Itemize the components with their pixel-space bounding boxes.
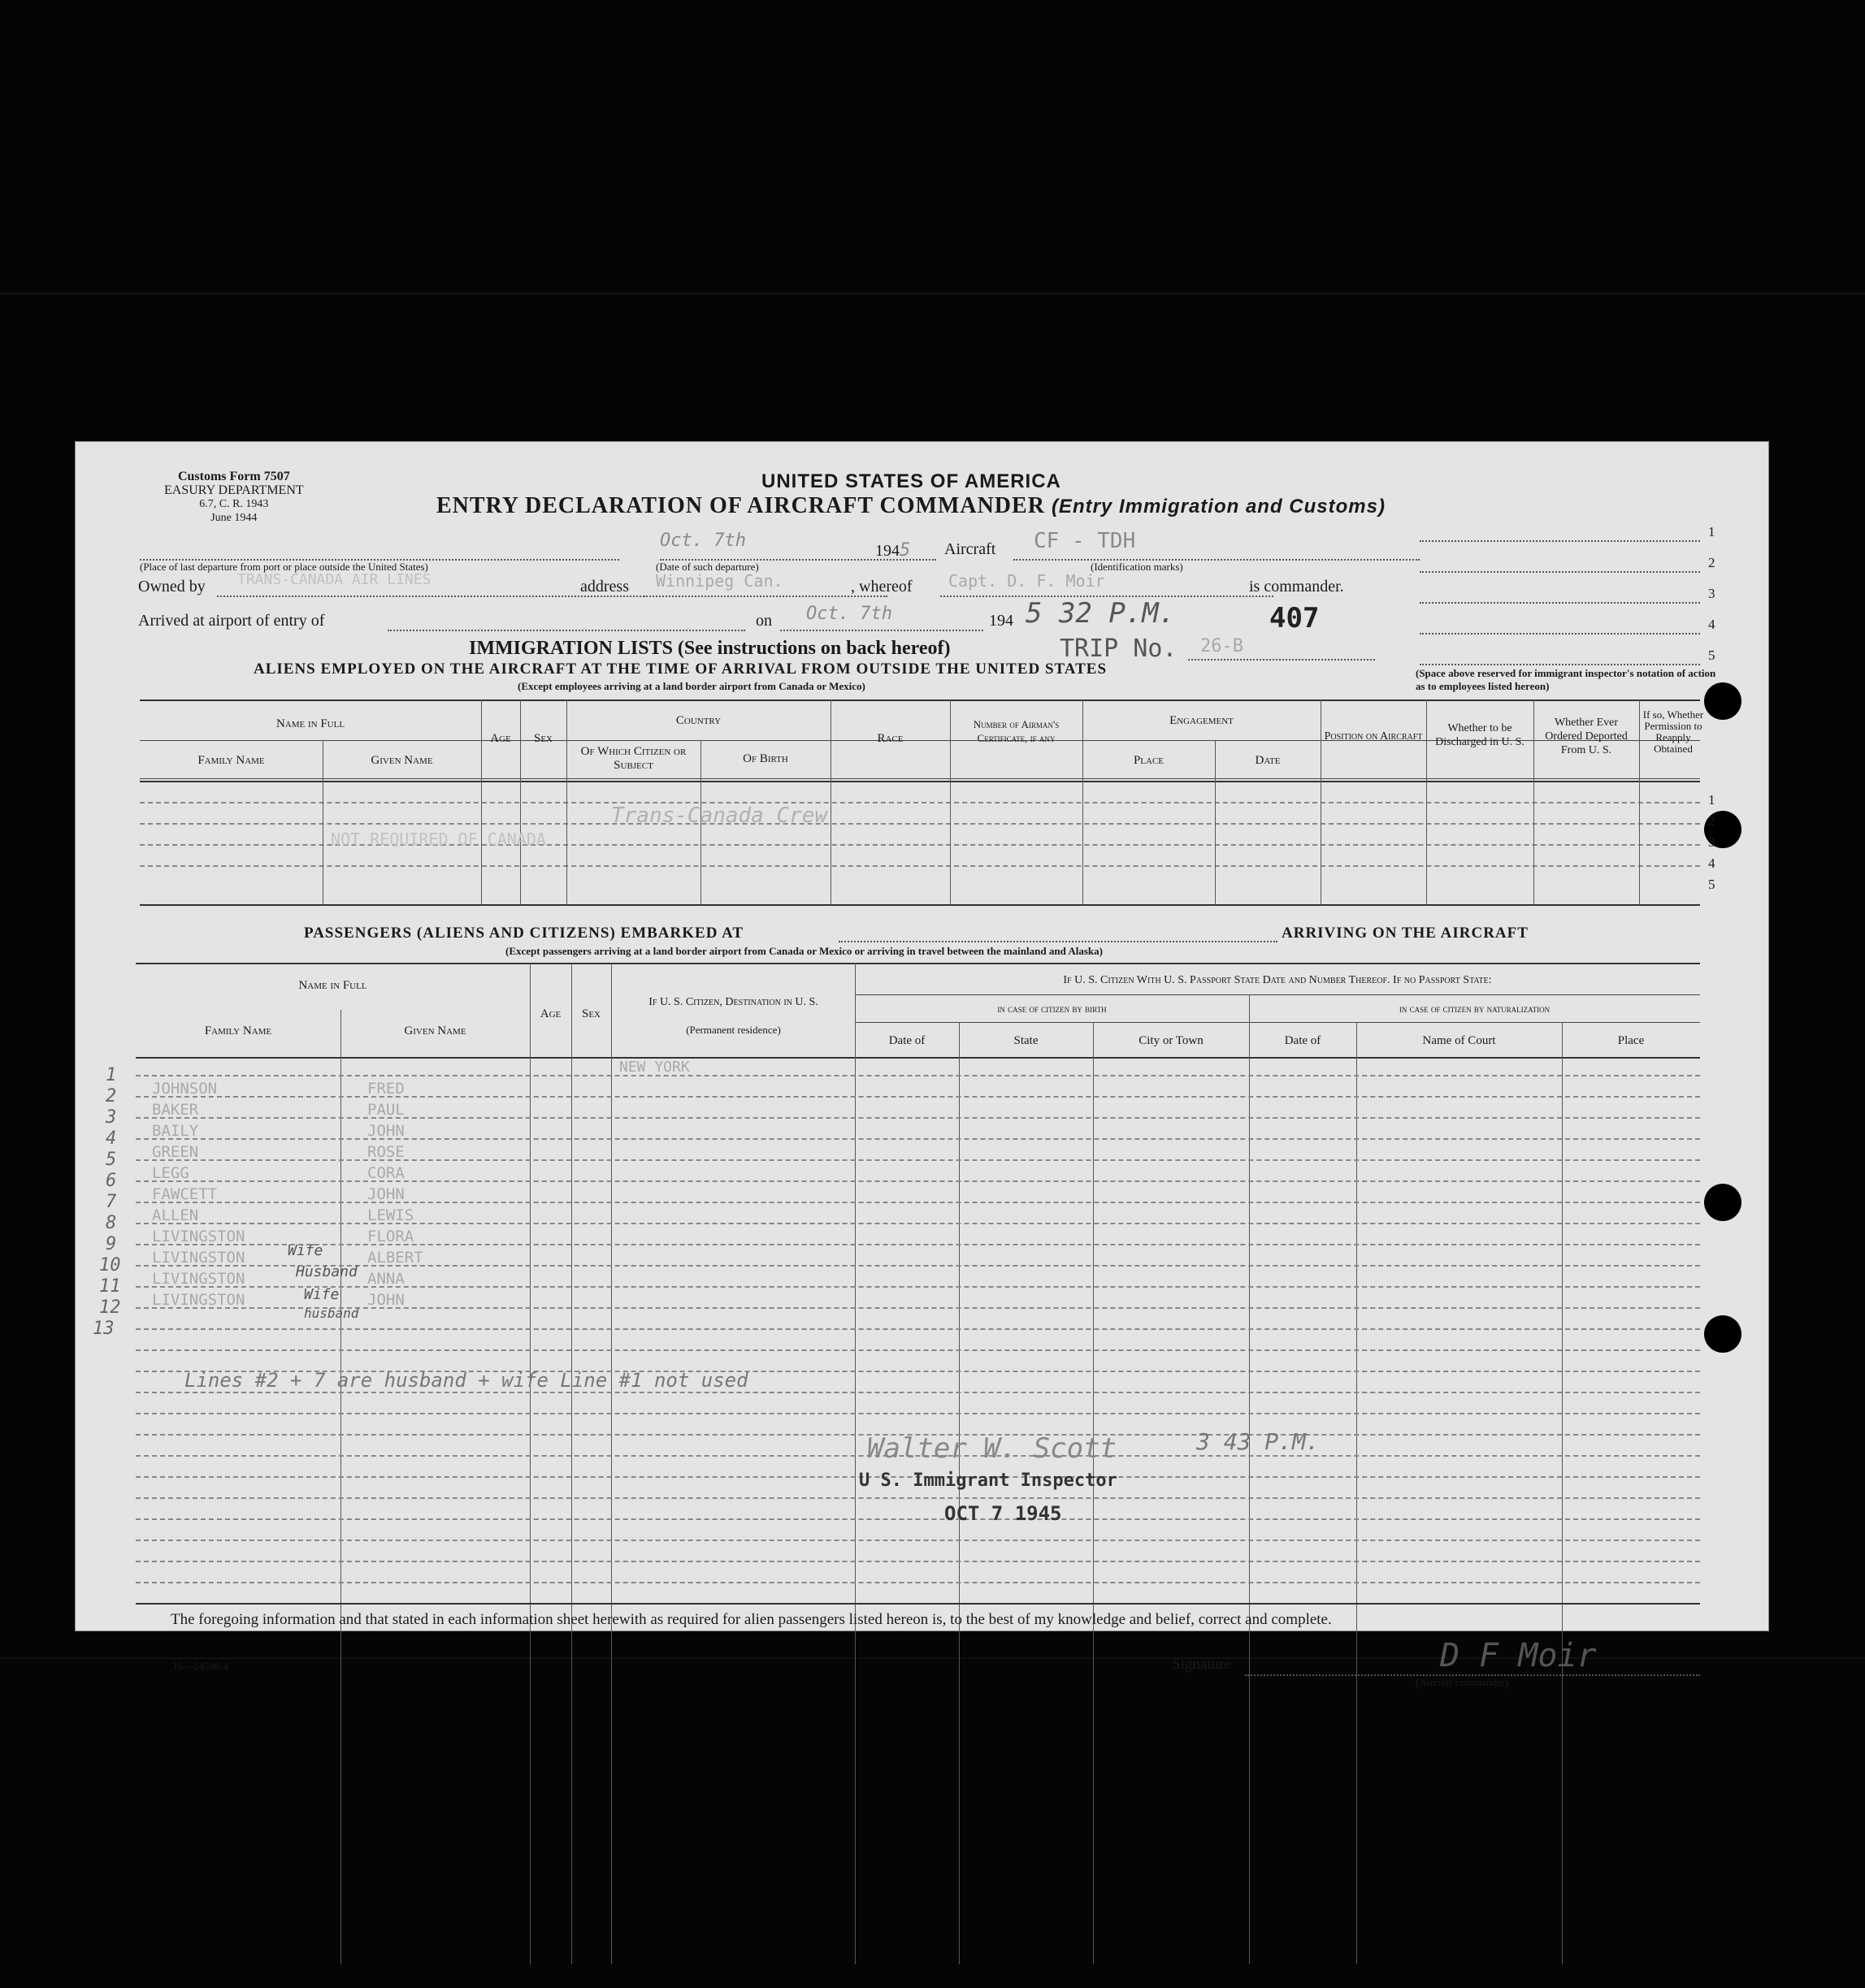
alien-row-number: 2 [1708, 813, 1715, 829]
whereof-label: , whereof [851, 578, 913, 596]
col-of-birth: Of Birth [743, 752, 788, 765]
form-number: Customs Form 7507 [177, 470, 290, 483]
pcol-sex: Sex [581, 1007, 601, 1020]
pcol-date-of-2: Date of [1284, 1034, 1321, 1047]
passenger-family: LEGG [152, 1164, 189, 1182]
passenger-given: FLORA [367, 1228, 414, 1245]
pcol-place: Place [1617, 1034, 1645, 1047]
date-caption: (Date of such departure) [656, 561, 759, 573]
pcol-by-birth: in case of citizen by birth [997, 1003, 1107, 1015]
passenger-given: JOHN [367, 1122, 405, 1140]
col-country: Country [675, 714, 722, 727]
inspector-title: U S. Immigrant Inspector [859, 1470, 1117, 1491]
passenger-row-number: 2 [106, 1086, 117, 1107]
col-permission: If so, Whether Permission to Reapply Obtained [1642, 708, 1704, 755]
passenger-family: BAKER [152, 1101, 199, 1119]
signature-caption: (Aircraft commander) [1416, 1676, 1509, 1688]
passenger-family: ALLEN [152, 1206, 199, 1224]
row1-destination-fragment: NEW YORK [619, 1059, 690, 1076]
annotation-husband: Husband [296, 1263, 358, 1280]
aliens-subtitle: (Except employees arriving at a land border airport from Canada or Mexico) [518, 680, 865, 692]
date-stamp: OCT 7 1945 [944, 1502, 1062, 1525]
col-discharged: Whether to be Discharged in U. S. [1435, 722, 1525, 748]
passenger-family: LIVINGSTON [152, 1228, 245, 1245]
alien-row-number: 1 [1708, 792, 1715, 808]
passengers-title-right: ARRIVING ON THE AIRCRAFT [1282, 925, 1529, 942]
annotation-husband: husband [304, 1306, 359, 1321]
year-suffix: 5 [900, 540, 911, 561]
alien-row-number: 3 [1708, 834, 1715, 850]
passenger-row-number: 7 [106, 1192, 117, 1212]
pcol-age: Age [540, 1007, 562, 1020]
commander-signature: D F Moir [1440, 1637, 1597, 1674]
passenger-given: ANNA [367, 1270, 405, 1288]
aliens-note-not-required: NOT REQUIRED OF CANADA [331, 829, 546, 849]
passenger-row-number: 10 [99, 1255, 121, 1276]
alien-row-number: 4 [1708, 855, 1715, 871]
passenger-row-number: 1 [106, 1065, 117, 1085]
passenger-row-number: 6 [106, 1171, 117, 1191]
col-position: Position on Aircraft [1324, 730, 1423, 743]
signature-label: Signature [1172, 1656, 1231, 1673]
aircraft-label: Aircraft [944, 540, 996, 558]
title-subtitle: (Entry Immigration and Customs) [1051, 496, 1386, 518]
passenger-row-number: 4 [106, 1128, 117, 1149]
right-line-number: 2 [1708, 555, 1715, 570]
declaration-text: The foregoing information and that stated in each information sheet herewith as required for alien passengers listed hereon is, to the best of my knowledge and belief, correct and complete. [171, 1611, 1332, 1628]
col-age: Age [490, 732, 511, 745]
arrived-label: Arrived at airport of entry of [138, 612, 325, 630]
immigration-title: IMMIGRATION LISTS (See instructions on back hereof) [469, 638, 951, 659]
arrival-date-value: Oct. 7th [806, 604, 892, 624]
address-label: address [580, 578, 629, 596]
country-heading: UNITED STATES OF AMERICA [761, 470, 1061, 492]
passenger-row-number: 5 [106, 1150, 117, 1170]
passenger-family: LIVINGSTON [152, 1249, 245, 1267]
year-prefix: 194 [875, 542, 900, 560]
passenger-given: JOHN [367, 1185, 405, 1203]
passenger-given: JOHN [367, 1291, 405, 1309]
commander-value: Capt. D. F. Moir [948, 571, 1105, 591]
col-sex: Sex [533, 732, 553, 745]
is-commander-label: is commander. [1249, 578, 1344, 596]
pcol-given-name: Given Name [404, 1024, 466, 1037]
pcol-state: State [1013, 1034, 1039, 1047]
passenger-given: FRED [367, 1080, 405, 1098]
inspector-time: 3 43 P.M. [1196, 1428, 1320, 1455]
pcol-name-in-full: Name in Full [298, 979, 367, 992]
passenger-given: PAUL [367, 1101, 405, 1119]
right-line-number: 1 [1708, 524, 1715, 539]
aircraft-marks-value: CF - TDH [1034, 529, 1136, 553]
col-deported: Whether Ever Ordered Deported From U. S. [1545, 717, 1628, 756]
arrival-time-value: 5 32 P.M. [1026, 597, 1176, 630]
passenger-family: LIVINGSTON [152, 1270, 245, 1288]
aliens-title: ALIENS EMPLOYED ON THE AIRCRAFT AT THE TIME OF ARRIVAL FROM OUTSIDE THE UNITED STATES [254, 661, 1108, 678]
passenger-row-number: 11 [99, 1276, 121, 1297]
pcol-family-name: Family Name [204, 1024, 272, 1037]
passenger-row-number: 12 [99, 1297, 121, 1318]
inspector-signature: Walter W. Scott [867, 1432, 1117, 1465]
trip-number: 26-B [1200, 636, 1243, 656]
year-label [875, 540, 910, 561]
col-place: Place [1133, 754, 1165, 767]
col-date: Date [1255, 754, 1281, 767]
on-label: on [756, 612, 772, 630]
form-id-block [164, 470, 304, 525]
passenger-family: BAILY [152, 1122, 199, 1140]
alien-row-number: 5 [1708, 877, 1715, 892]
trip-label: TRIP No. [1060, 635, 1178, 663]
col-family-name: Family Name [197, 754, 265, 767]
passenger-given: ROSE [367, 1143, 405, 1161]
department: EASURY DEPARTMENT [164, 483, 304, 497]
passenger-row-number: 9 [106, 1234, 117, 1254]
passenger-row-number: 8 [106, 1213, 117, 1233]
right-line-number: 4 [1708, 617, 1715, 632]
pcol-city: City or Town [1139, 1034, 1204, 1047]
owned-by-label: Owned by [138, 578, 206, 596]
document-sheet [75, 441, 1769, 1688]
pcol-court: Name of Court [1422, 1034, 1496, 1047]
record-number: 407 [1269, 602, 1320, 635]
passengers-subtitle: (Except passengers arriving at a land border airport from Canada or Mexico or arriving in travel between the mainland and Alaska) [505, 945, 1103, 957]
col-race: Race [877, 732, 904, 745]
annotation-wife: Wife [304, 1286, 340, 1303]
handwritten-note: Lines #2 + 7 are husband + wife Line #1 not used [184, 1369, 748, 1392]
address-value: Winnipeg Can. [656, 571, 783, 591]
right-line-number: 5 [1708, 648, 1715, 663]
reserved-note: (Space above reserved for immigrant inspector's notation of action as to employees listed hereon) [1416, 667, 1716, 692]
departure-date-value: Oct. 7th [660, 531, 746, 551]
passenger-given: LEWIS [367, 1206, 414, 1224]
pcol-destination-sub: (Permanent residence) [686, 1024, 781, 1036]
passenger-given: CORA [367, 1164, 405, 1182]
pcol-passport-header: If U. S. Citizen With U. S. Passport State Date and Number Thereof. If no Passport State: [1063, 974, 1492, 986]
punch-hole [1704, 1315, 1741, 1353]
col-engagement: Engagement [1169, 714, 1234, 727]
col-airman-cert: Number of Airman's Certificate, if any [973, 718, 1060, 744]
form-date: June 1944 [210, 512, 258, 524]
passenger-row-number: 13 [93, 1319, 115, 1339]
right-line-number: 3 [1708, 586, 1715, 601]
col-given-name: Given Name [371, 754, 433, 767]
marks-caption: (Identification marks) [1091, 561, 1183, 573]
pcol-by-naturalization: in case of citizen by naturalization [1399, 1003, 1551, 1015]
cr-reference: 6.7, C. R. 1943 [199, 498, 269, 510]
passenger-family: JOHNSON [152, 1080, 218, 1098]
aliens-note-crew: Trans-Canada Crew [611, 803, 828, 828]
print-code: 16—24598-4 [172, 1660, 229, 1672]
passenger-family: GREEN [152, 1143, 199, 1161]
passenger-given: ALBERT [367, 1249, 423, 1267]
passenger-row-number: 3 [106, 1107, 117, 1128]
owner-value: TRANS-CANADA AIR LINES [237, 571, 432, 588]
annotation-wife: Wife [288, 1242, 323, 1259]
pcol-date-of: Date of [888, 1034, 926, 1047]
passenger-family: FAWCETT [152, 1185, 218, 1203]
passengers-title-left: PASSENGERS (ALIENS AND CITIZENS) EMBARKED AT [304, 925, 744, 942]
place-caption: (Place of last departure from port or place outside the United States) [140, 561, 428, 573]
col-name-in-full: Name in Full [275, 717, 345, 730]
arrival-year [989, 612, 1013, 630]
pcol-destination: If U. S. Citizen, Destination in U. S. [648, 996, 818, 1008]
arrival-year-prefix: 194 [989, 612, 1013, 630]
passenger-family: LIVINGSTON [152, 1291, 245, 1309]
title-text: ENTRY DECLARATION OF AIRCRAFT COMMANDER [436, 493, 1045, 518]
col-citizen-of: Of Which Citizen or Subject [580, 745, 687, 772]
punch-hole [1704, 1184, 1741, 1221]
page-title [436, 493, 1386, 519]
